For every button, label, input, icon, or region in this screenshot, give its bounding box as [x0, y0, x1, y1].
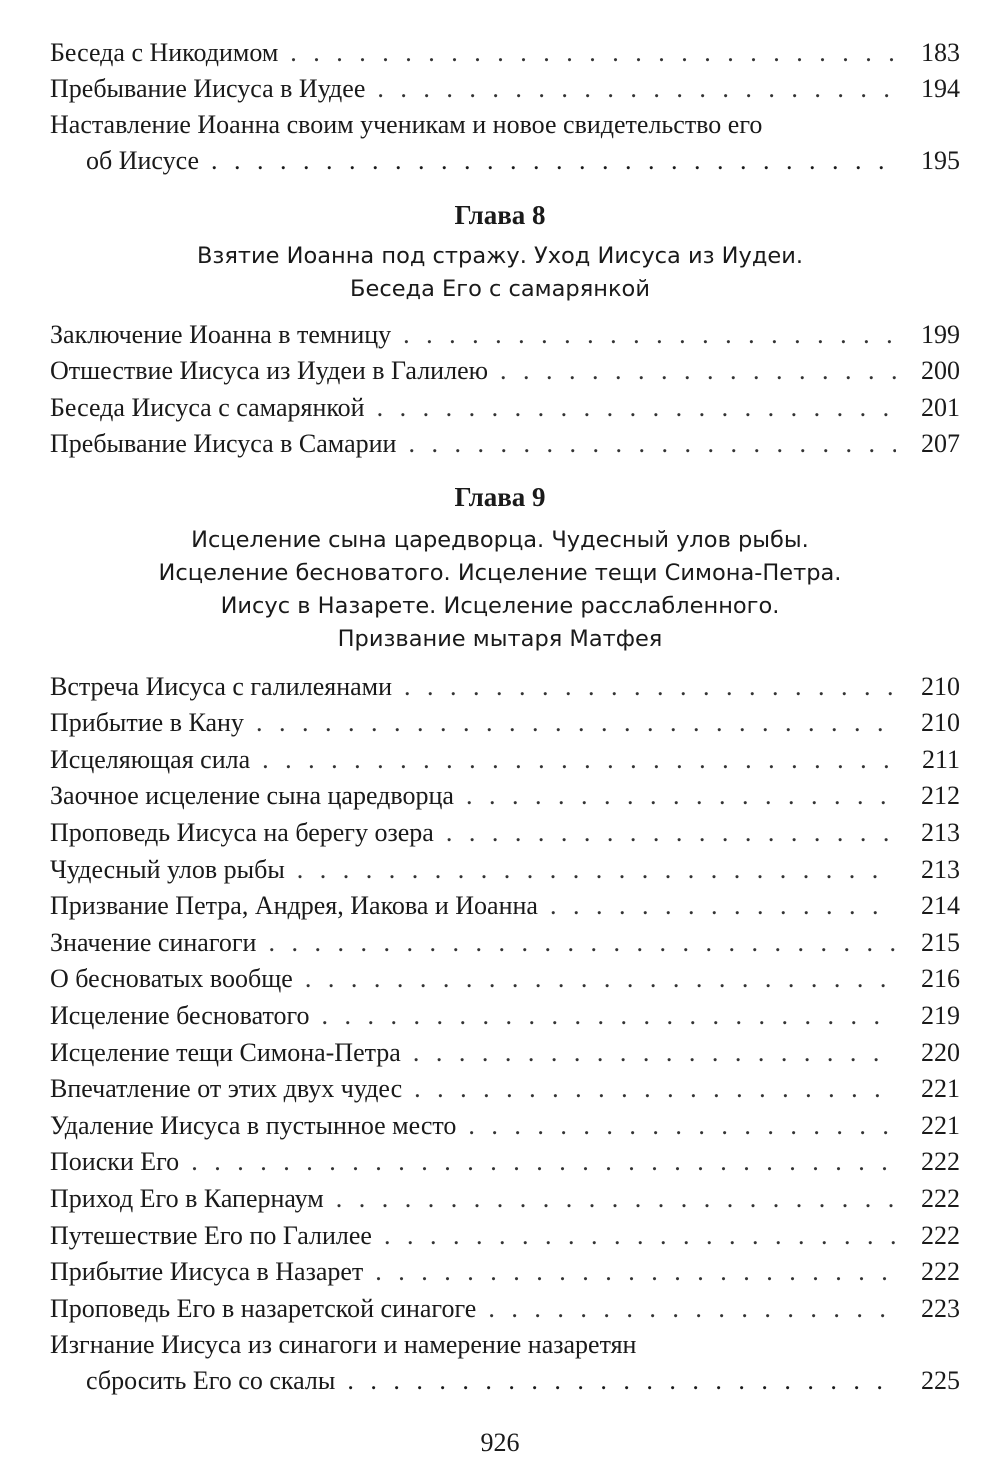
toc-entry-title: Встреча Иисуса с галилеянами [50, 671, 393, 701]
toc-entry[interactable] [50, 924, 960, 961]
toc-entry-page: 183 [921, 37, 960, 67]
dot-leader [375, 1254, 896, 1290]
dot-leader [262, 742, 896, 778]
toc-entry-title: Поиски Его [50, 1147, 180, 1177]
dot-leader [413, 1035, 896, 1071]
toc-entry-title-line1: Изгнание Иисуса из синагоги и намерение назаретян [50, 1329, 637, 1359]
dot-leader [550, 888, 896, 924]
toc-entry[interactable] [50, 1144, 960, 1181]
toc-entry-title: Приход Его в Капернаум [50, 1183, 324, 1213]
dot-leader [305, 961, 896, 997]
toc-entry[interactable] [50, 34, 960, 71]
toc-entry-title: Прибытие в Кану [50, 708, 244, 738]
toc-entry-multiline[interactable] [50, 107, 960, 179]
dot-leader [377, 71, 896, 107]
toc-entry-page: 210 [921, 708, 960, 738]
subtitle-line: Призвание мытаря Матфея [337, 626, 663, 652]
toc-top-section [50, 34, 960, 179]
toc-entry-title: Проповедь Иисуса на берегу озера [50, 817, 434, 847]
toc-entry-page: 222 [921, 1183, 960, 1213]
dot-leader [268, 925, 896, 961]
dot-leader [404, 669, 896, 705]
toc-entry-title: Удаление Иисуса в пустынное место [50, 1110, 457, 1140]
toc-entry[interactable] [50, 1217, 960, 1254]
toc-entry-page: 210 [921, 671, 960, 701]
dot-leader [290, 35, 896, 71]
toc-entry-page: 194 [921, 74, 960, 104]
chapter-9-entries [50, 668, 960, 1399]
toc-entry[interactable] [50, 1071, 960, 1108]
toc-entry-title: О бесноватых вообще [50, 964, 293, 994]
toc-entry-page: 207 [921, 429, 960, 459]
toc-entry[interactable] [50, 389, 960, 426]
dot-leader [336, 1181, 896, 1217]
dot-leader [408, 426, 896, 462]
toc-entry-page: 222 [921, 1220, 960, 1250]
toc-entry-page: 225 [921, 1365, 960, 1395]
toc-entry-page: 201 [921, 392, 960, 422]
toc-entry[interactable] [50, 426, 960, 463]
dot-leader [468, 1108, 896, 1144]
subtitle-line: Беседа Его с самарянкой [350, 276, 650, 302]
toc-entry-title: Путешествие Его по Галилее [50, 1220, 372, 1250]
dot-leader [446, 815, 896, 851]
toc-entry-page: 222 [921, 1147, 960, 1177]
chapter-9-title: Глава 9 [454, 482, 546, 512]
toc-entry-page: 221 [921, 1110, 960, 1140]
toc-entry-page: 200 [921, 356, 960, 386]
toc-entry[interactable] [50, 851, 960, 888]
toc-entry-page: 219 [921, 1000, 960, 1030]
toc-entry[interactable] [50, 668, 960, 705]
toc-entry-page: 212 [921, 781, 960, 811]
toc-entry-title: Беседа с Никодимом [50, 37, 279, 67]
dot-leader [256, 705, 896, 741]
toc-entry-page: 195 [921, 146, 960, 176]
toc-entry[interactable] [50, 778, 960, 815]
dot-leader [403, 317, 896, 353]
toc-entry-page: 223 [921, 1293, 960, 1323]
toc-entry[interactable] [50, 997, 960, 1034]
subtitle-line: Исцеление бесноватого. Исцеление тещи Симона-Петра. [158, 560, 842, 586]
toc-entry-title: Отшествие Иисуса из Иудеи в Галилею [50, 356, 489, 386]
toc-entry-title: Впечатление от этих двух чудес [50, 1074, 403, 1104]
toc-entry[interactable] [50, 814, 960, 851]
subtitle-line: Взятие Иоанна под стражу. Уход Иисуса из Иудеи. [196, 243, 804, 269]
toc-entry-title: Значение синагоги [50, 927, 257, 957]
toc-entry[interactable] [50, 1180, 960, 1217]
dot-leader [347, 1363, 896, 1399]
toc-entry-title: Заключение Иоанна в темницу [50, 319, 392, 349]
toc-entry[interactable] [50, 353, 960, 390]
toc-entry-title: Призвание Петра, Андрея, Иакова и Иоанна [50, 891, 538, 921]
toc-entry-page: 222 [921, 1257, 960, 1287]
dot-leader [500, 353, 896, 389]
toc-entry[interactable] [50, 741, 960, 778]
dot-leader [466, 778, 896, 814]
toc-entry[interactable] [50, 961, 960, 998]
toc-entry[interactable] [50, 71, 960, 108]
toc-entry-page: 199 [921, 319, 960, 349]
toc-entry[interactable] [50, 316, 960, 353]
toc-entry-page: 213 [921, 817, 960, 847]
toc-entry-page: 214 [921, 891, 960, 921]
toc-entry-title: Прибытие Иисуса в Назарет [50, 1257, 364, 1287]
toc-entry-title: Беседа Иисуса с самарянкой [50, 392, 365, 422]
toc-entry-title: Исцеление тещи Симона-Петра [50, 1037, 401, 1067]
toc-entry-page: 215 [921, 927, 960, 957]
toc-entry-title: Пребывание Иисуса в Самарии [50, 429, 397, 459]
dot-leader [297, 852, 896, 888]
toc-entry-page: 216 [921, 964, 960, 994]
chapter-8-entries [50, 316, 960, 462]
toc-entry[interactable] [50, 705, 960, 742]
toc-entry-page: 211 [921, 744, 960, 774]
dot-leader [377, 390, 896, 426]
toc-entry[interactable] [50, 888, 960, 925]
chapter-8-title: Глава 8 [454, 200, 546, 230]
toc-entry-title: Исцеление бесноватого [50, 1000, 310, 1030]
toc-entry-page: 220 [921, 1037, 960, 1067]
dot-leader [191, 1144, 896, 1180]
toc-entry-title-line2: об Иисусе [86, 146, 200, 176]
toc-entry-title: Проповедь Его в назаретской синагоге [50, 1293, 477, 1323]
toc-entry-title-line2: сбросить Его со скалы [86, 1365, 336, 1395]
dot-leader [211, 143, 896, 179]
toc-entry-multiline[interactable] [50, 1327, 960, 1399]
toc-entry[interactable] [50, 1290, 960, 1327]
toc-entry[interactable] [50, 1254, 960, 1291]
dot-leader [414, 1071, 896, 1107]
chapter-8-subtitle [0, 240, 1000, 306]
toc-entry-title: Чудесный улов рыбы [50, 854, 285, 884]
subtitle-line: Иисус в Назарете. Исцеление расслабленного. [220, 593, 780, 619]
subtitle-line: Исцеление сына царедворца. Чудесный улов рыбы. [191, 527, 809, 553]
dot-leader [488, 1291, 896, 1327]
dot-leader [322, 998, 896, 1034]
toc-entry-title: Заочное исцеление сына царедворца [50, 781, 454, 811]
toc-entry[interactable] [50, 1107, 960, 1144]
toc-entry-title: Исцеляющая сила [50, 744, 251, 774]
toc-entry-page: 221 [921, 1074, 960, 1104]
toc-entry[interactable] [50, 1034, 960, 1071]
toc-entry-page: 213 [921, 854, 960, 884]
chapter-9-subtitle [0, 524, 1000, 656]
dot-leader [384, 1218, 896, 1254]
page-number: 926 [480, 1428, 520, 1457]
toc-entry-title-line1: Наставление Иоанна своим ученикам и новое свидетельство его [50, 110, 763, 140]
toc-entry-title: Пребывание Иисуса в Иудее [50, 74, 366, 104]
